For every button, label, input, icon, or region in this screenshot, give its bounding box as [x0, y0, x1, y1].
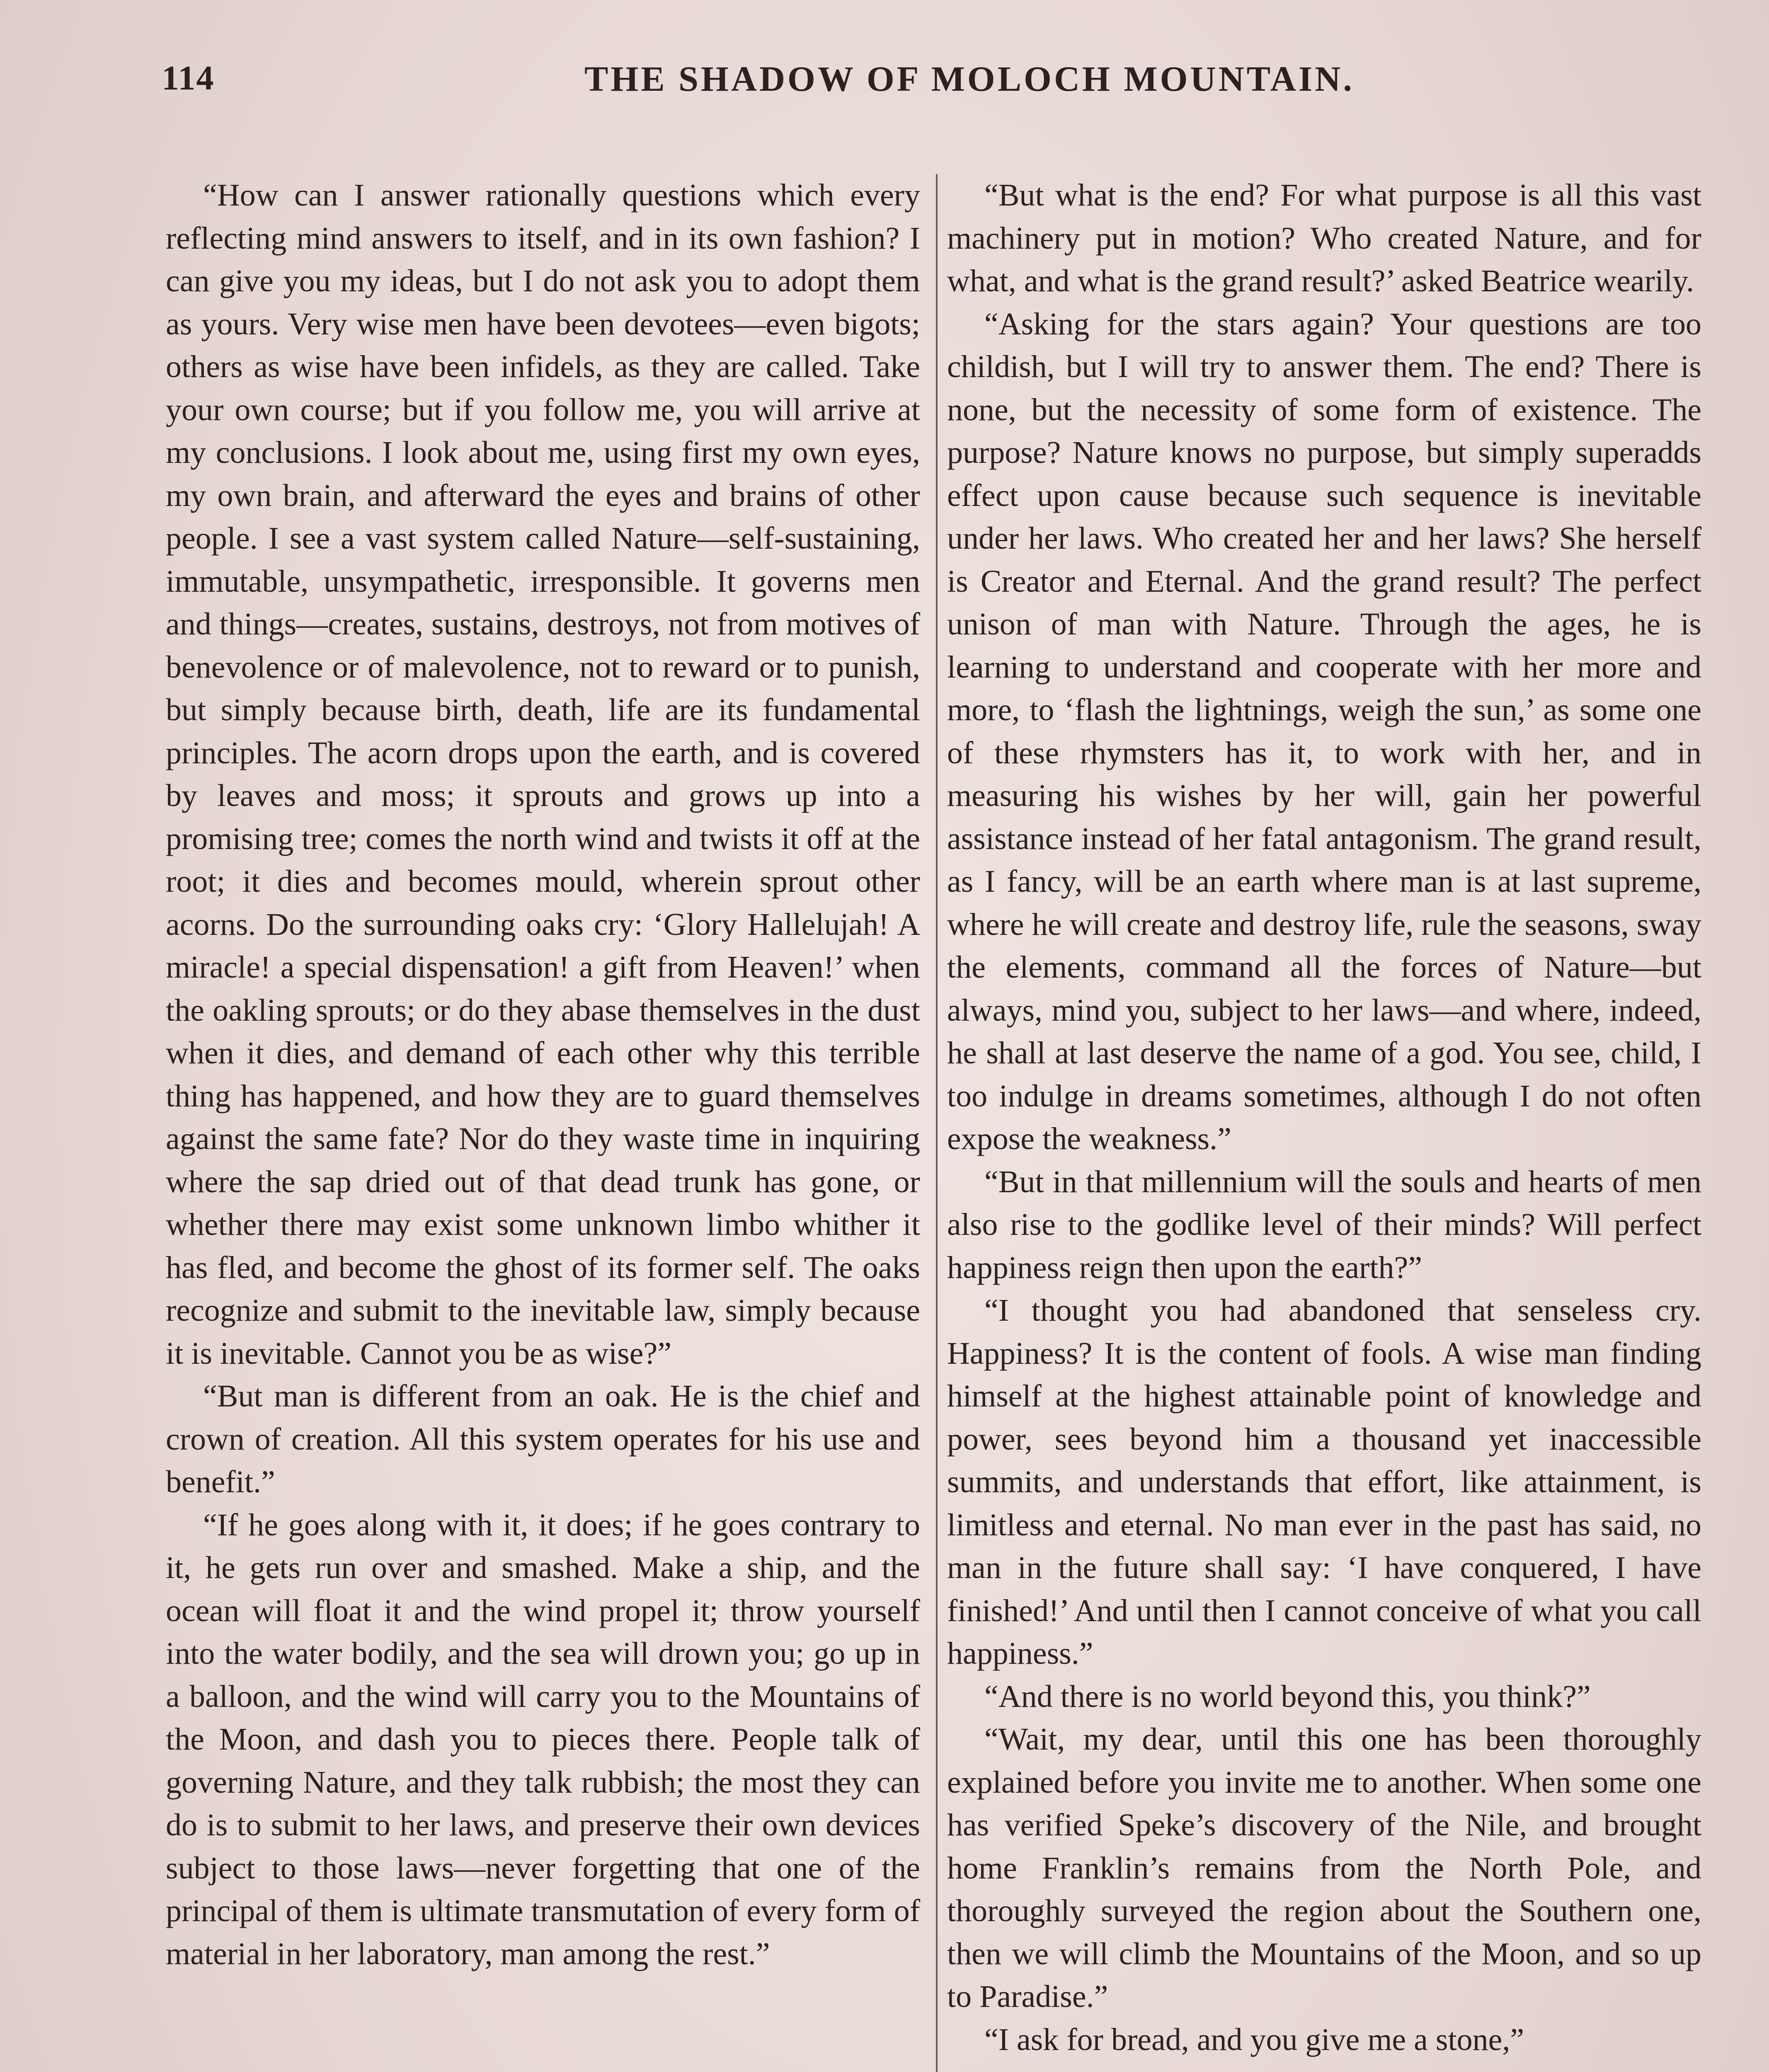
paragraph: “But man is different from an oak. He is the chief and crown of creation. All this system operates for his use and benefit.” [166, 1379, 920, 1499]
column-divider [936, 174, 938, 2072]
paragraph: “I ask for bread, and you give me a stone,” [984, 2022, 1524, 2057]
page-header [162, 50, 1695, 108]
paragraph: “I thought you had abandoned that senseless cry. Happiness? It is the content of fools. A wise man finding himself at the highest attainable point of knowledge and power, sees beyond him a thousand yet inaccessible summits, and understands that effort, like attainment, is limitless and eternal. No man ever in the past has said, no man in the future shall say: ‘I have conquered, I have finished!’ And until then I cannot conceive of what you call happiness.” [947, 1293, 1701, 1671]
paragraph: “If he goes along with it, it does; if he goes contrary to it, he gets run over and smashed. Make a ship, and the ocean will float it and the wind propel it; throw yourself into the water bodily, and the sea will drown you; go up in a balloon, and the wind will carry you to the Mountains of the Moon, and dash you to pieces there. People talk of governing Nature, and they talk rubbish; the most they can do is to submit to her laws, and preserve their own devices subject to those laws—never forgetting that one of the principal of them is ultimate transmutation of every form of material in her laboratory, man among the rest.” [166, 1507, 920, 1971]
paragraph: “But in that millennium will the souls and hearts of men also rise to the godlike level of their minds? Will perfect happiness reign then upon the earth?” [947, 1164, 1701, 1285]
paragraph: “Wait, my dear, until this one has been thoroughly explained before you invite me to another. When some one has verified Speke’s discovery of the Nile, and brought home Franklin’s remains from the North Pole, and thoroughly surveyed the region about the Southern one, then we will climb the Mountains of the Moon, and so up to Paradise.” [947, 1722, 1701, 2014]
paragraph: “Asking for the stars again? Your questions are too childish, but I will try to answer them. The end? There is none, but the necessity of some form of existence. The purpose? Nature knows no purpose, but simply superadds effect upon cause because such sequence is inevitable under her laws. Who created her and her laws? She herself is Creator and Eternal. And the grand result? The perfect unison of man with Nature. Through the ages, he is learning to understand and cooperate with her more and more, to ‘flash the lightnings, weigh the sun,’ as some one of these rhymsters has it, to work with her, and in measuring his wishes by her will, gain her powerful assistance instead of her fatal antagonism. The grand result, as I fancy, will be an earth where man is at last supreme, where he will create and destroy life, rule the seasons, sway the elements, command all the forces of Nature—but always, mind you, subject to her laws—and where, indeed, he shall at last deserve the name of a god. You see, child, I too indulge in dreams sometimes, although I do not often expose the weakness.” [947, 306, 1701, 1156]
right-column [947, 174, 1701, 2061]
paragraph: “But what is the end? For what purpose is all this vast machinery put in motion? Who created Nature, and for what, and what is the grand result?’ asked Beatrice wearily. [947, 178, 1701, 298]
paragraph: “And there is no world beyond this, you think?” [984, 1679, 1591, 1714]
left-column [166, 174, 920, 1975]
page-number: 114 [162, 59, 215, 97]
running-title: THE SHADOW OF MOLOCH MOUNTAIN. [584, 59, 1355, 99]
paragraph: “How can I answer rationally questions which every reflecting mind answers to itself, and in its own fashion? I can give you my ideas, but I do not ask you to adopt them as yours. Very wise men have been devotees—even bigots; others as wise have been infidels, as they are called. Take your own course; but if you follow me, you will arrive at my conclusions. I look about me, using first my own eyes, my own brain, and afterward the eyes and brains of other people. I see a vast system called Nature—self-sustaining, immutable, unsympathetic, irresponsible. It governs men and things—creates, sustains, destroys, not from motives of benevolence or of malevolence, not to reward or to punish, but simply because birth, death, life are its fundamental principles. The acorn drops upon the earth, and is covered by leaves and moss; it sprouts and grows up into a promising tree; comes the north wind and twists it off at the root; it dies and becomes mould, wherein sprout other acorns. Do the surrounding oaks cry: ‘Glory Hallelujah! A miracle! a special dispensation! a gift from Heaven!’ when the oakling sprouts; or do they abase themselves in the dust when it dies, and demand of each other why this terrible thing has happened, and how they are to guard themselves against the same fate? Nor do they waste time in inquiring where the sap dried out of that dead trunk has gone, or whether there may exist some unknown limbo whither it has fled, and become the ghost of its former self. The oaks recognize and submit to the inevitable law, simply because it is inevitable. Cannot you be as wise?” [166, 178, 920, 1371]
